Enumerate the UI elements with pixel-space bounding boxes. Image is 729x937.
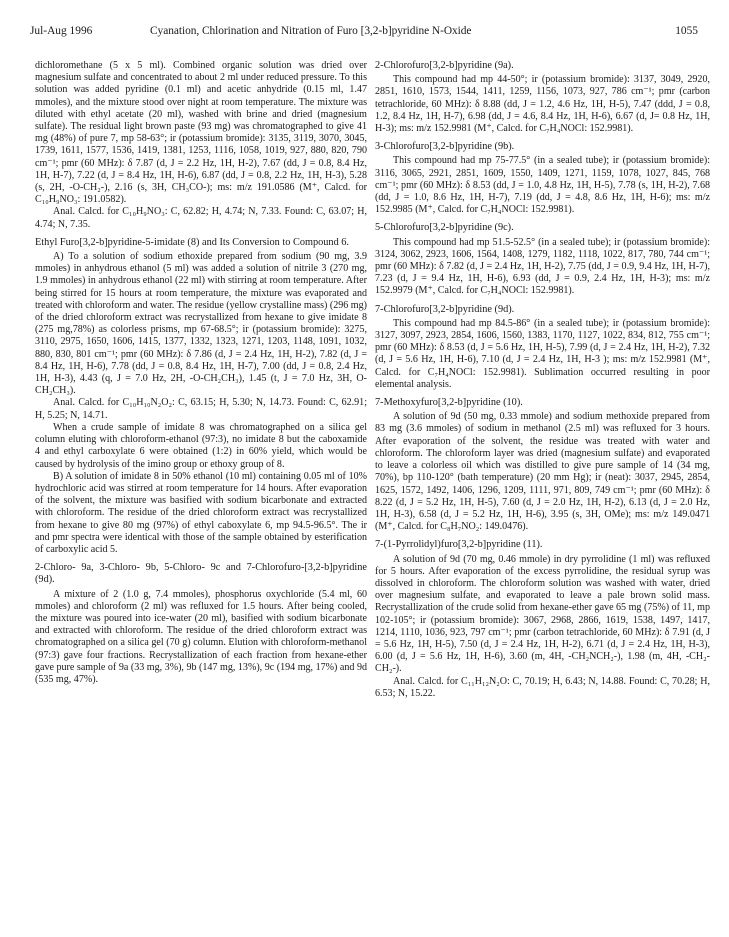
body-paragraph: A mixture of 2 (1.0 g, 7.4 mmoles), phosphorus oxychloride (5.4 ml, 60 mmoles) and chloroform (2 ml) was refluxed for 1.5 hours. After being cooled, the mixture was poured into ice-water (20 ml), basified with sodium bicarbonate and extracted with chloroform. The residue of the dried chloroform extract was chromatographed on a silica gel (70 g) column. Elution with chloroform-methanol (97:3) gave four fractions. Recrystallization of each fraction from hexane-ether gave pure sample of 9a (33 mg, 3%), 9b (147 mg, 13%), 9c (194 mg, 17%) and 9d (535 mg, 47%). [35, 588, 367, 685]
body-paragraph: dichloromethane (5 x 5 ml). Combined organic solution was dried over magnesium sulfate and concentrated to about 2 ml under reduced pressure. To this solution was added pyridine (0.1 ml) and acetic anhydride (0.15 ml, 1.47 mmoles), and the mixture stood over night at room temperature. The mixture was diluted with ethyl acetate (20 ml), washed with brine and dried (magnesium sulfate). The residual light brown paste (93 mg) was chromatographed to give 41 mg (48%) of pure 7, mp 58-63°; ir (potassium bromide): 3135, 3119, 3070, 3045, 1739, 1611, 1577, 1536, 1419, 1381, 1253, 1116, 1058, 1019, 927, 880, 820, 790 cm⁻¹; pmr (60 MHz): δ 7.87 (d, J = 2.2 Hz, 1H, H-2), 7.67 (dd, J = 0.8, 8.4 Hz, 1H, H-7), 7.22 (d, J = 8.4 Hz, 1H, H-6), 6.87 (dd, J = 0.8, 2.2 Hz, 1H, H-3), 5.28 (s, 2H, -O-CH₂-), 2.16 (s, 3H, CH₃CO-); ms: m/z 191.0586 (M⁺, Calcd. for C₁₀H₉NO₃: 191.0582). [35, 60, 367, 206]
body-paragraph: A solution of 9d (50 mg, 0.33 mmole) and sodium methoxide prepared from 83 mg (3.6 mmoles) of sodium in methanol (2.5 ml) was refluxed for 3 hours. After evaporation of the solvent, the residue was treated with water and chloroform. The chloroform layer was dried (magnesium sulfate) and evaporated to leave a colorless oil which was distilled to give pure sample of 14 (34 mg, 70%), bp 110-120° (bath temperature) (20 mm Hg); ir (neat): 3037, 2945, 2854, 1625, 1572, 1492, 1406, 1296, 1209, 1111, 971, 809, 749 cm⁻¹; pmr (60 MHz): δ 8.22 (d, J = 5.2 Hz, 1H, H-5), 7.60 (d, J = 2.0 Hz, 1H, H-2), 6.13 (d, J = 2.0 Hz, 1H, H-3), 6.58 (d, J = 5.2 Hz, 1H, H-6), 3.95 (s, 3H, OMe); ms: m/z 149.0471 (M⁺, Calcd. for C₈H₇NO₂: 149.0476). [375, 411, 710, 533]
section-heading: 7-Chlorofuro[3,2-b]pyridine (9d). [375, 303, 515, 315]
section-heading: 2-Chloro- 9a, 3-Chloro- 9b, 5-Chloro- 9c and 7-Chlorofuro-[3,2-b]pyridine (9d). [35, 562, 367, 586]
body-paragraph: B) A solution of imidate 8 in 50% ethanol (10 ml) containing 0.05 ml of 10% hydrochloric acid was stirred at room temperature for 14 hours. After evaporation of the solvent, the mixture was basified with sodium bicarbonate and extracted with chloroform. The residue of the dried chloroform extract was recrystallized from hexane to give 80 mg (97%) of ethyl caboxylate 6, mp 94.5-96.5°. The ir and pmr spectra were identical with those of the sample obtained by esterification of carboxylic acid 5. [35, 470, 367, 555]
right-column [375, 60, 710, 700]
body-paragraph: Anal. Calcd. for C₁₀H₉NO₃: C, 62.82; H, 4.74; N, 7.33. Found: C, 63.07; H, 4.74; N, 7.35. [35, 206, 367, 230]
section-heading: 5-Chlorofuro[3,2-b]pyridine (9c). [375, 222, 514, 234]
running-header [30, 22, 698, 40]
body-paragraph: A) To a solution of sodium ethoxide prepared from sodium (90 mg, 3.9 mmoles) in anhydrous ethanol (5 ml) was added a solution of nitrile 3 (270 mg, 1.9 mmoles) in anhydrous ethanol (22 ml) with stirring at room temperature. After being stirred for 15 hours at room temperature, the mixture was evaporated and treated with chloroform and water. The residue (yellow crystalline mass) (296 mg) of the dried chloroform extract was recrystallized from hexane to give imidate 8 (275 mg,78%) as colorless prisms, mp 67-68.5°; ir (potassium bromide): 3275, 3110, 2975, 1650, 1606, 1415, 1377, 1332, 1323, 1271, 1203, 1148, 1091, 1032, 880, 830, 801 cm⁻¹; pmr (60 MHz): δ 7.86 (d, J = 2.4 Hz, 1H, H-2), 7.82 (d, J = 8.4 Hz, 1H, H-6), 7.78 (dd, J = 0.8, 8.4 Hz, 1H, H-7), 7.00 (dd, J = 0.8, 2.4 Hz, 1H, H-3), 4.43 (q, J = 7.0 Hz, 2H, -O-CH₂CH₃), 1.45 (t, J = 7.0 Hz, 3H, O-CH₂CH₃). [35, 251, 367, 397]
section-heading: Ethyl Furo[3,2-b]pyridine-5-imidate (8) and Its Conversion to Compound 6. [35, 236, 350, 248]
body-paragraph: This compound had mp 84.5-86° (in a sealed tube); ir (potassium bromide): 3127, 3097, 2923, 2854, 1606, 1560, 1383, 1170, 1127, 1022, 834, 812, 755 cm⁻¹; pmr (60 MHz): δ 8.53 (d, J = 5.6 Hz, 1H, H-5), 7.99 (d, J = 2.4 Hz, 1H, H-2), 7.32 (d, J = 5.6 Hz, 1H, H-6), 7.10 (d, J = 2.4 Hz, 1H, H-3 ); ms: m/z 152.9981 (M⁺, Calcd. for C₇H₄NOCl: 152.9981). Sublimation occurred resulting in poor elemental analysis. [375, 317, 710, 390]
section-heading: 2-Chlorofuro[3,2-b]pyridine (9a). [375, 60, 514, 71]
body-paragraph: This compound had mp 44-50°; ir (potassium bromide): 3137, 3049, 2920, 2851, 1610, 1573, 1544, 1411, 1259, 1156, 1073, 927, 786 cm⁻¹; pmr (carbon tetrachloride, 60 MHz): δ 8.88 (dd, J = 1.2, 4.6 Hz, 1H, H-5), 7.47 (ddd, J = 0.8, 1.2, 8.4 Hz, 1H, H-7), 6.98 (dd, J = 4.6, 8.4 Hz, 1H, H-6), 6.67 (d, J= 0.8 Hz, 1H, H-3); ms: m/z 152.9981 (M⁺, Calcd. for C₇H₄NOCl: 152.9981). [375, 74, 710, 135]
section-heading: 7-(1-Pyrrolidyl)furo[3,2-b]pyridine (11). [375, 539, 543, 551]
running-title: Cyanation, Chlorination and Nitration of Furo [3,2-b]pyridine N-Oxide [150, 25, 472, 37]
left-column [35, 60, 367, 686]
body-paragraph: A solution of 9d (70 mg, 0.46 mmole) in dry pyrrolidine (1 ml) was refluxed for 5 hours. After evaporation of the excess pyrrolidine, the residual syrup was dissolved in chloroform. The chloroform solution was washed with water, dried over magnesium sulfate, and evaporated to leave a pale brown solid mass. Recrystallization of the crude solid from hexane-ether gave 65 mg (75%) of 11, mp 102-105°; ir (potassium bromide): 3067, 2968, 2866, 1619, 1538, 1497, 1417, 1214, 1110, 1036, 923, 797 cm⁻¹; pmr (carbon tetrachloride, 60 MHz): δ 7.91 (d, J = 5.6 Hz, 1H, H-5), 7.50 (d, J = 2.4 Hz, 1H, H-2), 6.71 (d, J = 2.4 Hz, 1H, H-3), 6.00 (d, J = 5.6 Hz, 1H, H-6), 3.60 (m, 4H, -CH₂NCH₂-), 1.98 (m, 4H, -CH₂-CH₂-). [375, 553, 710, 675]
page-number: 1055 [675, 25, 698, 37]
body-paragraph: Anal. Calcd. for C₁₀H₁₀N₂O₂: C, 63.15; H, 5.30; N, 14.73. Found: C, 62.91; H, 5.25; N, 14.71. [35, 397, 367, 421]
section-heading: 3-Chlorofuro[3,2-b]pyridine (9b). [375, 141, 515, 153]
body-paragraph: When a crude sample of imidate 8 was chromatographed on a silica gel column eluting with chloroform-ethanol (97:3), no imidate 8 but the caboxamide 4 and ethyl carboxylate 6 were obtained (1:2) in 60% yield, which would be caused by hydrolysis of the imino group or ethoxy group of 8. [35, 421, 367, 470]
section-heading: 7-Methoxyfuro[3,2-b]pyridine (10). [375, 397, 523, 409]
body-paragraph: This compound had mp 51.5-52.5° (in a sealed tube); ir (potassium bromide): 3124, 3062, 2923, 1606, 1564, 1408, 1279, 1182, 1118, 1022, 817, 780, 744 cm⁻¹; pmr (60 MHz): δ 7.82 (d, J = 2.4 Hz, 1H, H-2), 7.75 (dd, J = 0.9, 9.4 Hz, 1H, H-7), 7.23 (d, J = 9.4 Hz, 1H, H-6), 6.93 (dd, J = 0.9, 2.4 Hz, 1H, H-3); ms: m/z 152.9979 (M⁺, Calcd. for C₇H₄NOCl: 152.9981). [375, 236, 710, 297]
issue-date: Jul-Aug 1996 [30, 25, 93, 37]
body-paragraph: This compound had mp 75-77.5° (in a sealed tube); ir (potassium bromide): 3116, 3065, 2921, 2851, 1609, 1550, 1409, 1271, 1159, 1078, 1027, 845, 768 cm⁻¹; pmr (60 MHz): δ 8.53 (dd, J = 1.0, 4.8 Hz, 1H, H-5), 7.78 (s, 1H, H-2), 7.68 (dd, J = 1.0, 8.6 Hz, 1H, H-7), 7.19 (dd, J = 4.8, 8.6 Hz, 1H, H-6); ms: m/z 152.9985 (M⁺, Calcd. for C₇H₄NOCl: 152.9981). [375, 155, 710, 216]
body-paragraph: Anal. Calcd. for C₁₁H₁₂N₂O: C, 70.19; H, 6.43; N, 14.88. Found: C, 70.28; H, 6.53; N, 15.22. [375, 675, 710, 699]
